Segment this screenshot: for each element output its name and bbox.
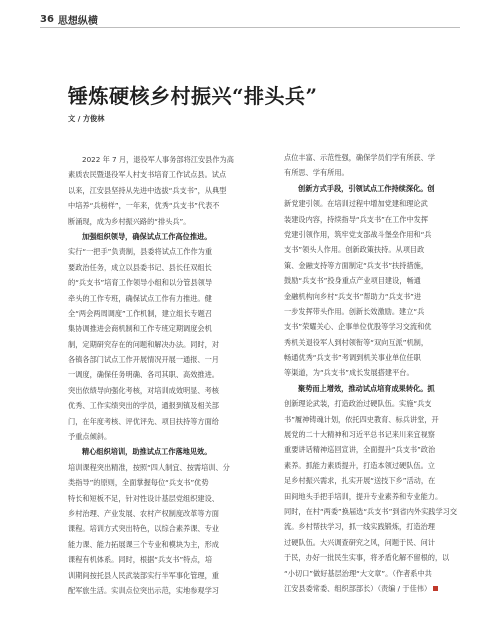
paragraph-heading-line: 创新方式手段，引领试点工作持续深化。创 <box>298 183 435 193</box>
body-text-line: 中培养“兵榜样”，一年来，优秀“兵支书”代表不 <box>68 201 220 211</box>
article-title: 锤炼硬核乡村振兴“排头兵” <box>68 84 318 108</box>
body-text-line: 党建引领作用，筑牢党支部战斗堡垒作用和“兵 <box>284 229 432 239</box>
page-number: 36 <box>40 13 54 25</box>
header-divider <box>40 27 460 28</box>
body-text-line: 展党的二十大精神和习近平总书记来川来宜视察 <box>284 430 435 440</box>
paragraph-heading-line: 加强组织领导，确保试点工作高位推进。 <box>82 231 212 241</box>
page-header <box>40 12 98 26</box>
body-text-line: 创新理论武装，打造政治过硬队伍。实施“兵支 <box>284 399 432 409</box>
body-text-line: 培训课程突出精准，按照“四人制宜、按需培训、分 <box>68 462 230 472</box>
body-text-line: 田间地头手把手培训，提升专业素养和专业能力。 <box>284 491 443 501</box>
body-text-line: 门，在年度考核、评优评先、项目扶持等方面给 <box>68 416 219 426</box>
body-text-line: 制，定期研究存在的问题和解决办法。同时，对 <box>68 339 219 349</box>
body-text-line: 断涌现，成为乡村振兴路的“排头兵”。 <box>68 216 191 226</box>
body-text-line: 乡村治理、产业发展、农村产权制度改革等方面 <box>68 508 219 518</box>
body-text-line: 金融机构向乡村“兵支书”帮助力“兵支书”进 <box>284 291 422 301</box>
body-text-line: “小切口”做好基层治理“大文章”。（作者系中共 <box>284 568 432 578</box>
body-text-line: 优秀、工作实绩突出的学员，通报到镇及相关部 <box>68 401 219 411</box>
left-text-column <box>68 152 270 598</box>
body-text-line: 能力课、能力拓展课三个专业和模块为主，形成 <box>68 539 219 549</box>
body-text-line: 的“兵支书”培育工作领导小组和以分管县领导 <box>68 278 213 288</box>
body-text-line: 支书”领头人作用。创新政策扶持。从项目政 <box>284 245 425 255</box>
body-text-line: 秀机关退役军人到村领衔等“双向互派”机制， <box>284 337 429 347</box>
body-text-line: 素质农民暨退役军人村支书培育工作试点县。试点 <box>68 170 227 180</box>
body-text-line: 配军旅生活。实训点位突出示范，实地参观学习 <box>68 585 219 595</box>
body-text-line: 足乡村振兴需求，扎实开展“送技下乡”活动，在 <box>284 476 436 486</box>
body-text-line: 流。乡村帮扶学习，抓一线实践锻炼，打造治理 <box>284 522 435 532</box>
body-text-line: 类指导”的原则，全面掌握每位“兵支书”优势 <box>68 478 209 488</box>
body-text-line: 全“两会两周调度”工作机制，建立组长专题召 <box>68 308 213 318</box>
article-end-mark <box>433 586 438 591</box>
body-text-line: 等渠道，为“兵支书”成长发展搭建平台。 <box>284 368 414 378</box>
body-text-line: 2022 年 7 月，退役军人事务部将江安县作为高 <box>82 155 234 164</box>
body-text-line: 鼓励“兵支书”投身重点产业项目建设，畅通 <box>284 276 421 286</box>
body-text-line: 突出依绩导向强化考核，对培训成效明显、考核 <box>68 385 219 395</box>
body-text-line: 畅通优秀“兵支书”考调到机关事业单位任职 <box>284 353 421 363</box>
body-text-line: 牵头的工作专班，确保试点工作有力推进。健 <box>68 293 212 303</box>
body-text-line: 江安县委常委、组织部部长）（责编 / 于佳伟） <box>284 581 486 596</box>
body-text-line: 各镇各部门试点工作开展情况开展一通报、一月 <box>68 355 219 365</box>
body-text-line: 课程有机体系。同时，根据“兵支书”特点，培 <box>68 555 213 565</box>
body-text-line: 一调度，确保任务明确、各司其职、高效推进。 <box>68 370 219 380</box>
body-text-line: 支书”荣耀关心、企事单位优股等学习交流和优 <box>284 322 432 332</box>
body-text-line: 策、金融支持等方面制定“兵支书”扶持措施， <box>284 260 429 270</box>
body-text-line: 新党建引领。在培训过程中增加党建和理论武 <box>284 199 428 209</box>
body-text-line: 以来，江安县坚持从先进中选拔“兵支书”，从典型 <box>68 185 227 195</box>
section-name: 思想纵横 <box>57 15 98 27</box>
body-text-line: 一步发挥带头作用。创新长效激励。建立“兵 <box>284 306 425 316</box>
paragraph-heading-line: 聚势而上增效，推动试点培育成果转化。抓 <box>298 383 435 393</box>
body-text-line: 于民，办好一批民生实事，将矛盾化解不留根的，以 <box>284 553 450 563</box>
body-text-line: 重要讲话精神巡回宣讲，全面提升“兵支书”政治 <box>284 445 436 455</box>
body-text-line: 书”履神铸魂计划，依托四史教育、标兵讲堂，开 <box>284 414 439 424</box>
body-text-line: 素养。抓能力素质提升，打造本领过硬队伍。立 <box>284 460 435 470</box>
right-text-column <box>284 150 486 596</box>
body-text-line: 同时，在村“两委”换届选“兵支书”到省内外实践学习交 <box>284 506 458 516</box>
body-text-line: 集协调推进会商机制和工作专班定期调度会机 <box>68 324 212 334</box>
body-text-line: 予重点倾斜。 <box>68 432 112 442</box>
body-text-line: 课程。培训方式突出特色，以综合素养课、专业 <box>68 524 219 534</box>
article-author: 文 / 方俊林 <box>68 114 105 123</box>
body-text-line: 实行“一把手”负责制，县委将试点工作作为重 <box>68 247 213 257</box>
body-text-line: 装建设内容，持续指导“兵支书”在工作中发挥 <box>284 214 429 224</box>
body-text-line: 训期间按托县人民武装部实行半军事化管理，重 <box>68 570 219 580</box>
body-text-line: 要政治任务，成立以县委书记、县长任双组长 <box>68 262 212 272</box>
body-text-line: 特长和短板不足，针对性设计基层党组织建设、 <box>68 493 219 503</box>
paragraph-heading-line: 精心组织培训，助推试点工作落地见效。 <box>82 447 212 457</box>
body-text-line: 点位丰富、示范性强，确保学员们学有所获、学 <box>284 153 435 162</box>
body-text-line: 过硬队伍。大兴调查研究之风，问题于民、问计 <box>284 537 435 547</box>
body-text-line: 有所思、学有所用。 <box>284 168 349 178</box>
